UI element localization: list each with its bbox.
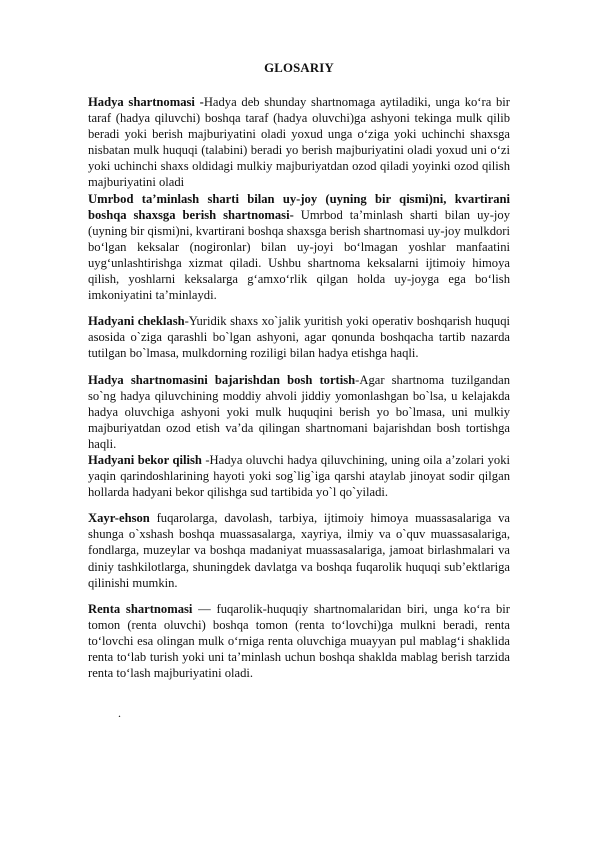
page-title: GLOSARIY [264,61,334,75]
term: Hadya shartnomasini bajarishdan bosh tortish [88,372,356,387]
glossary-entry-hadyani-bekor-qilish [88,452,510,500]
glossary-entry-bosh-tortish [88,372,510,452]
definition: -Yuridik shaxs xo`jalik yuritish yoki operativ boshqarish huquqi asosida o`ziga qarashli bo`lgan ashyoni, agar qonunda boshqacha tartib nazarda tutilgan bo`lmasa, mulkdorning roziligi bilan hadya etishga haqli. [88,314,510,361]
glossary-entry-renta-shartnomasi [88,601,510,681]
glossary-entry-hadya-shartnomasi [88,94,510,191]
term: Hadyani bekor qilish [88,452,202,467]
glossary-list [88,94,510,681]
term: Xayr-ehson [88,511,150,526]
definition: Hadya deb shunday shartnomaga aytiladiki, unga ko‘ra bir taraf (hadya qiluvchi) boshqa taraf (hadya oluvchi)ga ashyoni tekinga mulk qilib beradi yoki berish majburiyatini oladi yoxud unga o‘ziga yoki uchinchi shaxsga nisbatan mulk huquqi (talabini) beradi yo berish majburiyatini oladi yoxud uni o‘zi yoki uchinchi shaxs oldidagi mulkiy majburiyatdan ozod qiladi yoyinki ozod qilish majburiyatini oladi [88,95,511,190]
glossary-entry-xayr-ehson [88,510,510,590]
definition: Umrbod ta’minlash sharti bilan uy-joy (uyning bir qismi)ni, kvartirani boshqa shaxsga berish shartnomasi uy-joy mulkdori bo‘lgan keksalar (nogironlar) bilan uy-joyi bo‘lmagan yoshlar manfaatini uyg‘unlashtirishga xizmat qiladi. Ushbu shartnoma keksalarni ijtimoiy himoya qilish, yoshlarni keksalarga g‘amxo‘rlik qilgan holda uy-joyga ega bo‘lish imkoniyatini ta’minlaydi. [88,207,510,303]
glossary-entry-umrbod-taminlash [88,191,510,304]
definition: -Hadya oluvchi hadya qiluvchining, uning oila a’zolari yoki yaqin qarindoshlarining hayoti yoki sog`lig`iga qarshi ataylab jinoyat sodir qilgan hollarda hadyani bekor qilishga sud tartibida yo`l qo`yiladi. [88,452,510,500]
term: Renta shartnomasi [88,601,193,616]
footer-mark: . [118,706,121,720]
term: Hadyani cheklash [88,314,185,329]
definition: -Agar shartnoma tuzilgandan so`ng hadya qiluvchining moddiy ahvoli jiddiy yomonlashgan bo`lsa, u kelajakda hadya oluvchiga ashyoni yoki mulk huquqini berish yo bo`lmasa, uni mulkiy majburiyatdan ozod etish va’da qilingan shartnomani bajarishdan bosh tortishga haqli. [88,372,510,451]
term: Hadya shartnomasi - [88,95,204,109]
glossary-entry-hadyani-cheklash [88,313,510,361]
definition: — fuqarolik-huquqiy shartnomalaridan biri, unga ko‘ra bir tomon (renta oluvchi) boshqa tomon (renta to‘lovchi)ga mulkni beradi, renta to‘lovchi esa olingan mulk o‘rniga renta oluvchiga muayyan pul mablag‘i shaklida renta to‘lab turish yoki uni ta’minlash uchun boshqa shaklda mablag berish tarzida renta to‘lash majburiyatini oladi. [88,601,510,681]
definition: fuqarolarga, davolash, tarbiya, ijtimoiy himoya muassasalariga va shunga o`xshash boshqa muassasalarga, xayriya, ilmiy va o`quv muassasalariga, fondlarga, muzeylar va boshqa madaniyat muassasalariga, jamoat birlashmalari va diniy tashkilotlarga, shuningdek davlatga va boshqa fuqarolik huquqi sub’ektlariga qilinishi mumkin. [88,511,510,590]
term: Umrbod ta’minlash sharti bilan uy-joy (uyning bir qismi)ni, kvartirani boshqa shaxsga berish shartnomasi- [88,191,510,222]
